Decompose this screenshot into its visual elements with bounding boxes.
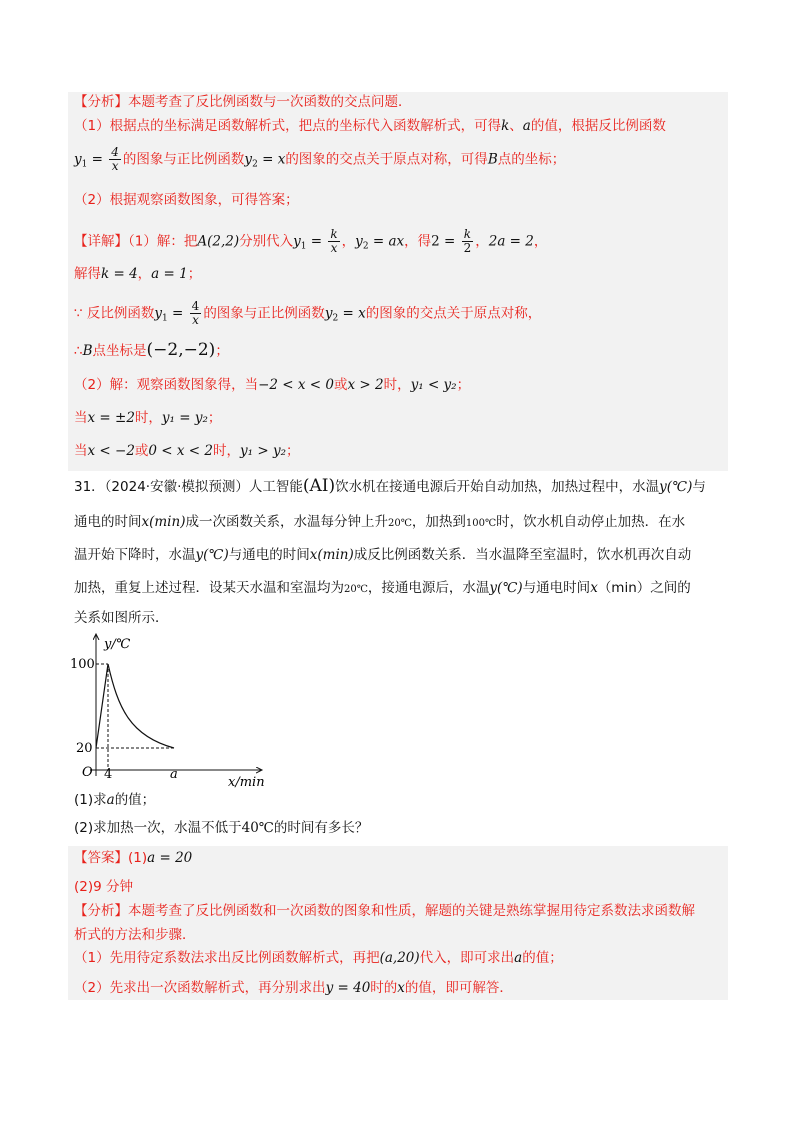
problem-text-1: 31．（2024·安徽·模拟预测）人工智能(AI)饮水机在接通电源后开始自动加热，加热过程中，水温y(℃)与 bbox=[74, 476, 706, 496]
tick-20: 20 bbox=[76, 741, 93, 756]
temperature-graph bbox=[70, 628, 270, 788]
y-axis-label: y/℃ bbox=[104, 637, 131, 652]
problem-text-5: 关系如图所示． bbox=[74, 610, 169, 626]
answer-band bbox=[68, 846, 728, 1000]
analysis2-line-2: 析式的方法和步骤． bbox=[74, 927, 196, 943]
detail-step-2: （2）解：观察函数图象得，当−2 < x < 0或x > 2时，y₁ < y₂； bbox=[74, 377, 471, 393]
analysis2-step-1: （1）先用待定系数法求出反比例函数解析式，再把(a,20)代入，即可求出a的值； bbox=[74, 950, 563, 966]
analysis-heading: 【分析】本题考查了反比例函数与一次函数的交点问题． bbox=[74, 94, 412, 110]
fraction-4-over-x: $\frac{4}{x}$ bbox=[111, 145, 119, 173]
question-2: (2)求加热一次，水温不低于40℃的时间有多长？ bbox=[74, 820, 369, 836]
analysis-step-1-cont: $y_1$ = $\frac{4}{x}$ 的图象与正比例函数$y_2 = x$的图象的交点关于原点对称，可得B点的坐标； bbox=[74, 145, 566, 173]
analysis-step-2: （2）根据观察函数图象，可得答案； bbox=[74, 192, 299, 208]
detail-therefore: ∴B点坐标是(−2,−2)； bbox=[74, 340, 229, 360]
detail-solve: 解得k = 4，a = 1； bbox=[74, 266, 202, 282]
answer-2: (2)9 分钟 bbox=[74, 879, 134, 895]
x-axis-label: x/min bbox=[228, 775, 265, 788]
detail-because: ∵ 反比例函数$y_1$ = $\frac{4}{x}$ 的图象与正比例函数$y_2 = x$的图象的交点关于原点对称， bbox=[74, 299, 542, 327]
cooling-curve bbox=[108, 664, 174, 748]
question-1: (1)求a的值； bbox=[74, 792, 156, 808]
analysis-step-1: （1）根据点的坐标满足函数解析式，把点的坐标代入函数解析式，可得k、a的值，根据反比例函数 bbox=[74, 118, 666, 134]
analysis2-step-2: （2）先求出一次函数解析式，再分别求出y = 40时的x的值，即可解答． bbox=[74, 980, 513, 996]
heating-line bbox=[96, 664, 108, 748]
detail-equal-case: 当x = ±2时，y₁ = y₂； bbox=[74, 410, 222, 426]
tick-4: 4 bbox=[104, 767, 113, 782]
problem-text-2: 通电的时间x(min)成一次函数关系，水温每分钟上升20℃，加热到100℃时，饮水机自动停止加热．在水 bbox=[74, 514, 686, 530]
tick-100: 100 bbox=[70, 657, 95, 672]
answer-1: 【答案】(1)a = 20 bbox=[74, 850, 193, 866]
problem-text-4: 加热，重复上述过程．设某天水温和室温均为20℃，接通电源后，水温y(℃)与通电时间x（min）之间的 bbox=[74, 580, 691, 596]
detail-step-1: 【详解】（1）解：把A(2,2)分别代入$y_1$ = $\frac{k}{x}$ ，$y_2$ = ax，得2 = $\frac{k}{2}$ ，2a = 2， bbox=[74, 227, 548, 255]
problem-text-3: 温开始下降时，水温y(℃)与通电的时间x(min)成反比例函数关系．当水温降至室温时，饮水机再次自动 bbox=[74, 547, 692, 563]
origin-label: O bbox=[82, 765, 93, 780]
tick-a: a bbox=[170, 767, 178, 782]
detail-greater-case: 当x < −2或0 < x < 2时，y₁ > y₂； bbox=[74, 443, 300, 459]
analysis2-line-1: 【分析】本题考查了反比例函数和一次函数的图象和性质，解题的关键是熟练掌握用待定系数法求函数解 bbox=[74, 903, 695, 919]
